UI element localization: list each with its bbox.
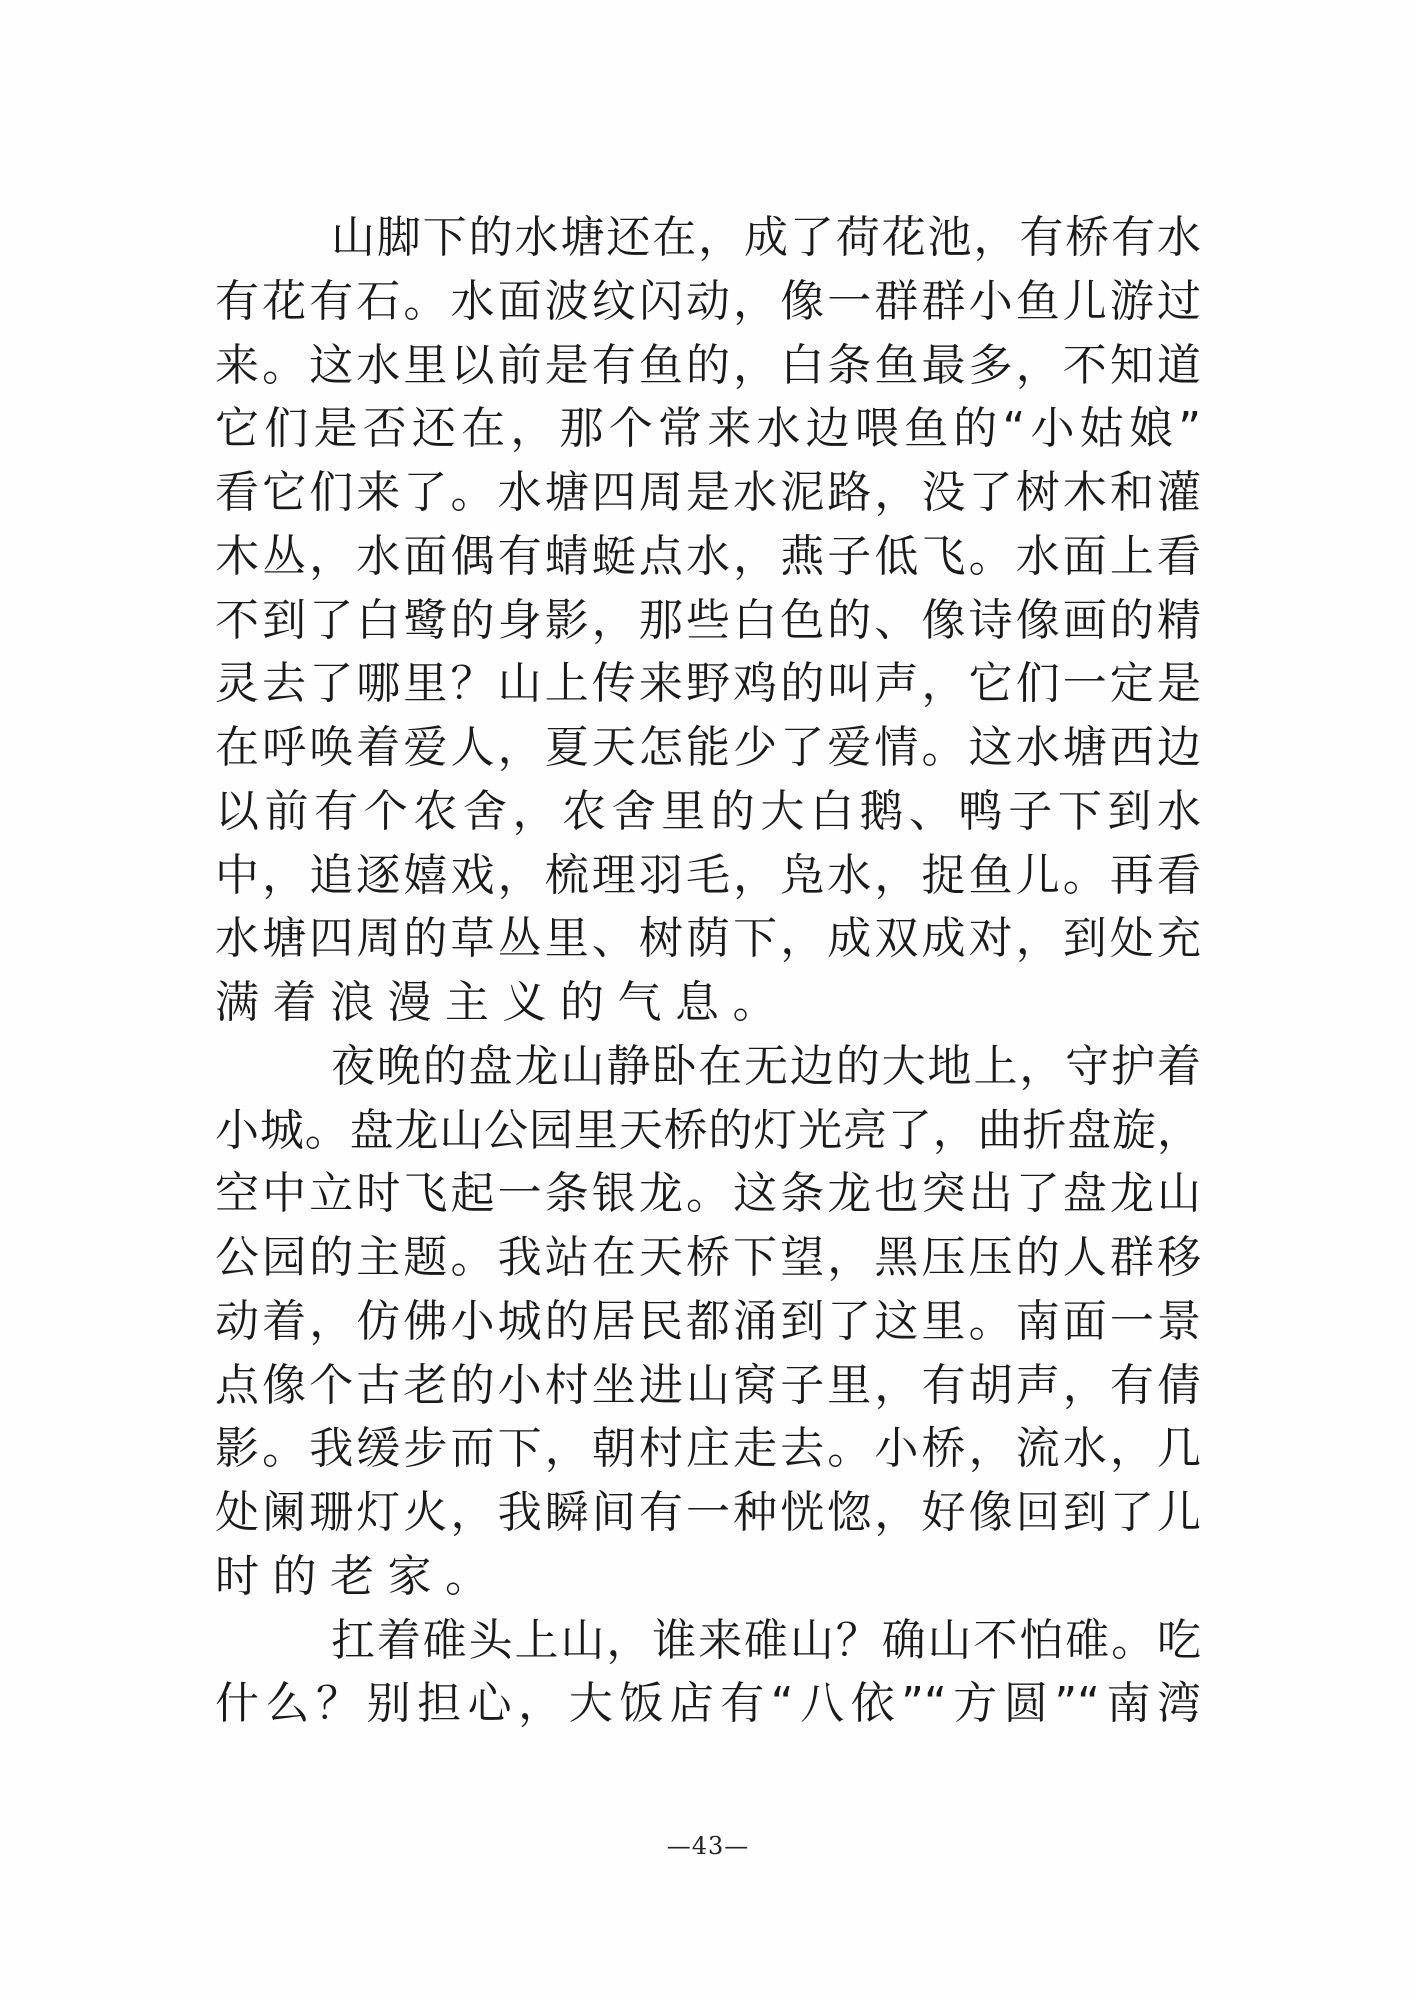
paragraph-3-line-2: 什么？别担心，大饭店有“八依”“方圆”“南湾	[215, 1678, 1201, 1730]
paragraph-2-line-2: 小城。盘龙山公园里天桥的灯光亮了，曲折盘旋，	[215, 1104, 1201, 1156]
paragraph-1-line-10: 以前有个农舍，农舍里的大白鹅、鸭子下到水	[215, 785, 1201, 837]
paragraph-1-line-9: 在呼唤着爱人，夏天怎能少了爱情。这水塘西边	[215, 722, 1201, 773]
paragraph-1-line-4: 它们是否还在，那个常来水边喂鱼的“小姑娘”	[215, 403, 1201, 455]
paragraph-2-line-8: 处阑珊灯火，我瞬间有一种恍惚，好像回到了儿	[215, 1487, 1201, 1538]
paragraph-2-line-7: 影。我缓步而下，朝村庄走去。小桥，流水，几	[215, 1423, 1201, 1475]
paragraph-1-line-13: 满着浪漫主义的气息。	[215, 977, 790, 1028]
paragraph-2-line-3: 空中立时飞起一条银龙。这条龙也突出了盘龙山	[215, 1168, 1201, 1220]
page-number: —43—	[666, 1832, 750, 1860]
paragraph-1-line-11: 中，追逐嬉戏，梳理羽毛，凫水，捉鱼儿。再看	[215, 849, 1201, 901]
paragraph-1-line-5: 看它们来了。水塘四周是水泥路，没了树木和灌	[215, 467, 1201, 518]
paragraph-2-line-5: 动着，仿佛小城的居民都涌到了这里。南面一景	[215, 1295, 1201, 1347]
paragraph-1-line-2: 有花有石。水面波纹闪动，像一群群小鱼儿游过	[215, 275, 1201, 327]
paragraph-1-line-12: 水塘四周的草丛里、树荫下，成双成对，到处充	[215, 913, 1201, 965]
paragraph-2-line-1: 夜晚的盘龙山静卧在无边的大地上，守护着	[331, 1040, 1201, 1092]
paragraph-1-line-3: 来。这水里以前是有鱼的，白条鱼最多，不知道	[215, 339, 1201, 391]
paragraph-2-line-4: 公园的主题。我站在天桥下望，黑压压的人群移	[215, 1232, 1201, 1283]
paragraph-2-line-6: 点像个古老的小村坐进山窝子里，有胡声，有倩	[215, 1359, 1201, 1411]
paragraph-1-line-8: 灵去了哪里？山上传来野鸡的叫声，它们一定是	[215, 658, 1201, 710]
paragraph-1-line-6: 木丛，水面偶有蜻蜓点水，燕子低飞。水面上看	[215, 530, 1201, 582]
paragraph-1-line-1: 山脚下的水塘还在，成了荷花池，有桥有水	[331, 212, 1201, 263]
paragraph-2-line-9: 时的老家。	[215, 1550, 503, 1602]
body-text	[215, 206, 1201, 1736]
paragraph-1-line-7: 不到了白鹭的身影，那些白色的、像诗像画的精	[215, 594, 1201, 646]
paragraph-3-line-1: 扛着碓头上山，谁来碓山？确山不怕碓。吃	[331, 1614, 1201, 1666]
